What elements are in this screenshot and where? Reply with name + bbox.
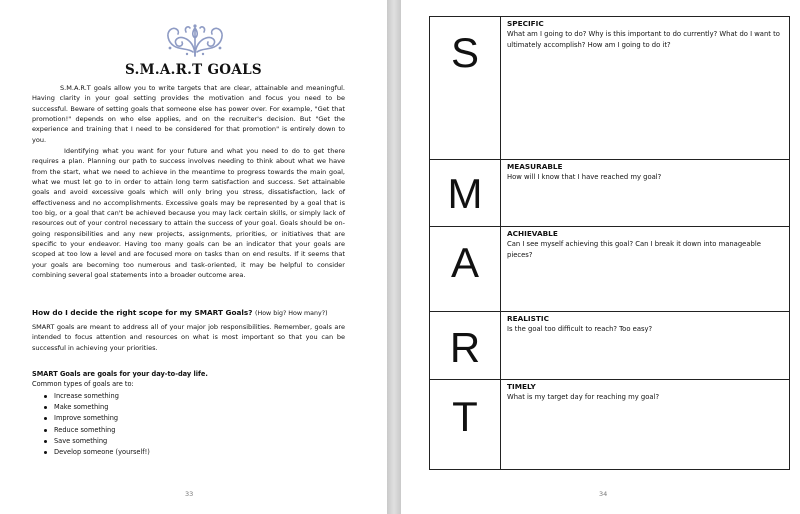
smart-heading: REALISTIC: [507, 314, 549, 323]
smart-letter: R: [430, 312, 501, 379]
smart-content: [507, 162, 787, 183]
smart-questions: What is my target day for reaching my goal?: [507, 393, 660, 401]
goals-heading: SMART Goals are goals for your day-to-day life.: [32, 370, 208, 378]
smart-questions: What am I going to do? Why is this important to do currently? What do I want to ultimately accomplish? How am I going to do it?: [507, 30, 780, 49]
smart-content: [507, 382, 787, 403]
smart-table: [429, 16, 790, 470]
smart-heading: MEASURABLE: [507, 162, 563, 171]
list-item: Increase something: [44, 391, 150, 402]
plan-paragraph: Identifying what you want for your future and what you need to do to get there requires a plan. Planning our path to success involves needing to think about what we have from the start, what we need to achieve in the meantime to progress towards the main goal, what we must let go to in order to attain long term satisfaction and success. Set attainable goals and avoid excessive goals which will only bring you stress, dissatisfaction, lack of effectiveness and no accomplishments. Excessive goals may be represented by a goal that is too big, or a goal that can't be achieved because you may lack certain skills, or simply lack of resources out of your control necessary to attain the success of your goal. Goals should be on-going responsibilities and any new projects, assignments, priorities, or initiatives that are specific to your endeavor. Having too many goals can be an indicator that your goals are scoped at too low a level and are focused more on tasks than on end results. If it seems that your goals are becoming too numerous and task-oriented, it may be helpful to consider combining several goal statements into a broader outcome area.: [32, 147, 345, 280]
list-item: Improve something: [44, 413, 150, 424]
list-item: Save something: [44, 436, 150, 447]
smart-row-timely: [430, 380, 789, 470]
smart-questions: Is the goal too difficult to reach? Too easy?: [507, 325, 653, 333]
page-number: 33: [185, 490, 194, 498]
goals-intro: Common types of goals are to:: [32, 380, 134, 388]
smart-content: [507, 229, 787, 260]
scope-heading: How do I decide the right scope for my SMART Goals? (How big? How many?): [32, 308, 328, 317]
smart-content: [507, 314, 787, 335]
list-item: Reduce something: [44, 425, 150, 436]
smart-heading: TIMELY: [507, 382, 536, 391]
smart-heading: SPECIFIC: [507, 19, 544, 28]
left-page: [0, 0, 387, 514]
smart-content: [507, 19, 787, 50]
smart-questions: How will I know that I have reached my goal?: [507, 173, 662, 181]
page-title: S.M.A.R.T GOALS: [125, 62, 262, 78]
smart-heading: ACHIEVABLE: [507, 229, 558, 238]
decorative-ornament-icon: [160, 22, 230, 58]
smart-letter: T: [430, 380, 501, 470]
smart-letter: M: [430, 160, 501, 226]
goal-types-list: [44, 391, 150, 458]
list-item: Make something: [44, 402, 150, 413]
page-gutter: [387, 0, 401, 514]
smart-row-specific: [430, 17, 789, 160]
smart-letter: S: [430, 17, 501, 159]
right-page: [401, 0, 800, 514]
scope-subheading: (How big? How many?): [255, 310, 328, 317]
page-number: 34: [599, 490, 608, 498]
intro-paragraph: S.M.A.R.T goals allow you to write targets that are clear, attainable and meaningful. Having clarity in your goal setting provides the motivation and focus you need to be successful. Beware of setting goals that someone else has power over. For example, "Get that promotion!" depends on who else applies, and on the recruiter's decision. But "Get the experience and training that I need to be considered for that promotion" is entirely down to you.: [32, 84, 345, 144]
smart-row-achievable: [430, 227, 789, 312]
smart-row-realistic: [430, 312, 789, 380]
list-item: Develop someone (yourself!): [44, 447, 150, 458]
smart-questions: Can I see myself achieving this goal? Can I break it down into manageable pieces?: [507, 240, 761, 259]
scope-paragraph: SMART goals are meant to address all of your major job responsibilities. Remember, goals are intended to focus attention and resources on what is most important so that you can be successful in achieving your priorities.: [32, 323, 345, 352]
smart-letter: A: [430, 227, 501, 311]
smart-row-measurable: [430, 160, 789, 227]
